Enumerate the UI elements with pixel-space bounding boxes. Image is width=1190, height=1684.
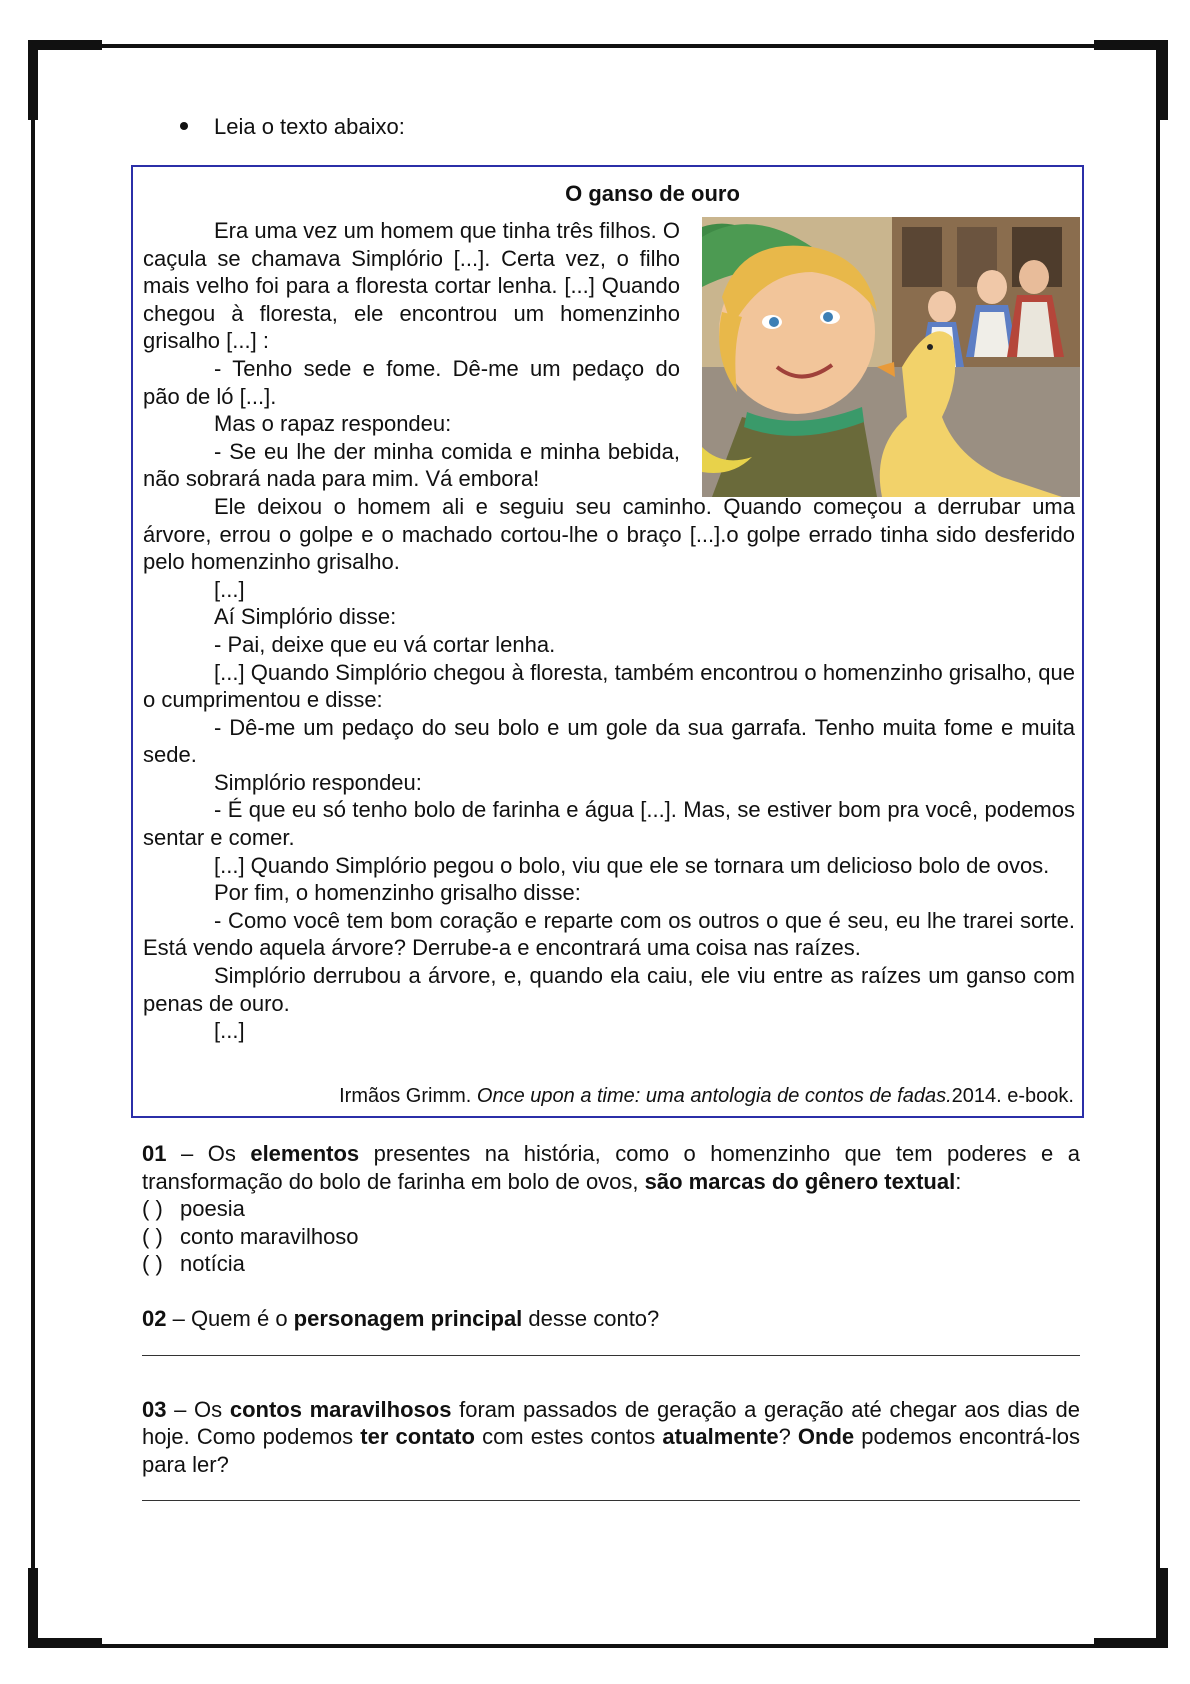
story-paragraph: Mas o rapaz respondeu: — [214, 411, 452, 437]
story-paragraph: Aí Simplório disse: — [214, 604, 397, 630]
story-paragraph: Por fim, o homenzinho grisalho disse: — [214, 880, 581, 906]
corner-mark-bottom-left — [28, 1568, 38, 1648]
story-paragraph: Era uma vez um homem que tinha três filhos. O caçula se chamava Simplório [...]. Certa vez, o filho mais velho foi para a floresta cortar lenha. [...] Quando chegou à floresta, ele encontrou um homenzinho grisalho [...] : — [143, 218, 680, 354]
story-paragraph: - Como você tem bom coração e reparte com os outros o que é seu, eu lhe trarei sorte. Está vendo aquela árvore? Derrube-a e encontrará uma coisa nas raízes. — [143, 907, 1075, 961]
story-paragraph: - Pai, deixe que eu vá cortar lenha. — [214, 631, 556, 657]
question-2 — [142, 1305, 1080, 1356]
story-paragraph: [...] — [214, 1018, 245, 1044]
story-paragraph: - Se eu lhe der minha comida e minha bebida, não sobrará nada para mim. Vá embora! — [143, 438, 680, 492]
corner-mark-bottom-right — [1158, 1568, 1168, 1648]
citation — [339, 1085, 1074, 1108]
questions — [142, 1140, 1080, 1541]
question-3-text: 03 – Os contos maravilhosos foram passados de geração a geração até chegar aos dias de hoje. Como podemos ter contato com estes contos atualmente? Onde podemos encontrá-los para ler? — [142, 1396, 1081, 1477]
corner-mark-top-left — [28, 40, 102, 50]
corner-mark-bottom-left — [28, 1638, 102, 1648]
story-paragraph: [...] — [214, 576, 245, 602]
instruction-text: Leia o texto abaixo: — [214, 114, 405, 139]
option-noticia[interactable]: ( ) notícia — [142, 1251, 245, 1277]
checkbox-marker[interactable]: ( ) — [142, 1223, 163, 1249]
citation-author: Irmãos Grimm. — [339, 1085, 477, 1107]
story-text — [143, 217, 1075, 1045]
answer-line[interactable] — [142, 1486, 1080, 1501]
question-number: 02 — [142, 1305, 167, 1331]
corner-mark-top-left — [28, 40, 38, 120]
question-1 — [142, 1140, 1080, 1278]
story-paragraph: Simplório respondeu: — [214, 769, 422, 795]
bullet-icon — [180, 122, 188, 130]
question-2-text: 02 – Quem é o personagem principal desse conto? — [142, 1305, 660, 1331]
citation-book: Once upon a time: uma antologia de contos de fadas. — [476, 1085, 952, 1107]
story-paragraph: - Dê-me um pedaço do seu bolo e um gole da sua garrafa. Tenho muita fome e muita sede. — [143, 714, 1075, 768]
checkbox-marker[interactable]: ( ) — [142, 1196, 163, 1222]
answer-line[interactable] — [142, 1341, 1080, 1356]
story-paragraph: - É que eu só tenho bolo de farinha e água [...]. Mas, se estiver bom pra você, podemos sentar e comer. — [143, 797, 1075, 851]
option-poesia[interactable]: ( ) poesia — [142, 1196, 245, 1222]
corner-mark-top-right — [1094, 40, 1168, 50]
story-title: O ganso de ouro — [565, 181, 740, 206]
question-1-text: 01 – Os elementos presentes na história, como o homenzinho que tem poderes e a transformação do bolo de farinha em bolo de ovos, são marcas do gênero textual: — [142, 1141, 1080, 1194]
option-conto-maravilhoso[interactable]: ( ) conto maravilhoso — [142, 1223, 359, 1249]
question-3 — [142, 1396, 1080, 1502]
story-paragraph: Simplório derrubou a árvore, e, quando ela caiu, ele viu entre as raízes um ganso com penas de ouro. — [143, 963, 1075, 1016]
story-paragraph: [...] Quando Simplório pegou o bolo, viu que ele se tornara um delicioso bolo de ovos. — [214, 852, 1050, 878]
checkbox-marker[interactable]: ( ) — [142, 1251, 163, 1277]
question-number: 03 — [142, 1396, 167, 1422]
citation-tail: 2014. e-book. — [951, 1085, 1074, 1107]
instruction — [180, 114, 405, 140]
story-paragraph: - Tenho sede e fome. Dê-me um pedaço do pão de ló [...]. — [143, 355, 680, 409]
corner-mark-top-right — [1158, 40, 1168, 120]
story-paragraph: Ele deixou o homem ali e seguiu seu caminho. Quando começou a derrubar uma árvore, errou o golpe e o machado cortou-lhe o braço [...].o golpe errado tinha sido desferido pelo homenzinho grisalho. — [143, 493, 1075, 575]
question-number: 01 — [142, 1141, 167, 1166]
story-text-beside-image — [143, 217, 680, 493]
corner-mark-bottom-right — [1094, 1638, 1168, 1648]
story-box — [131, 165, 1084, 1118]
story-paragraph: [...] Quando Simplório chegou à floresta, também encontrou o homenzinho grisalho, que o cumprimentou e disse: — [143, 659, 1075, 713]
